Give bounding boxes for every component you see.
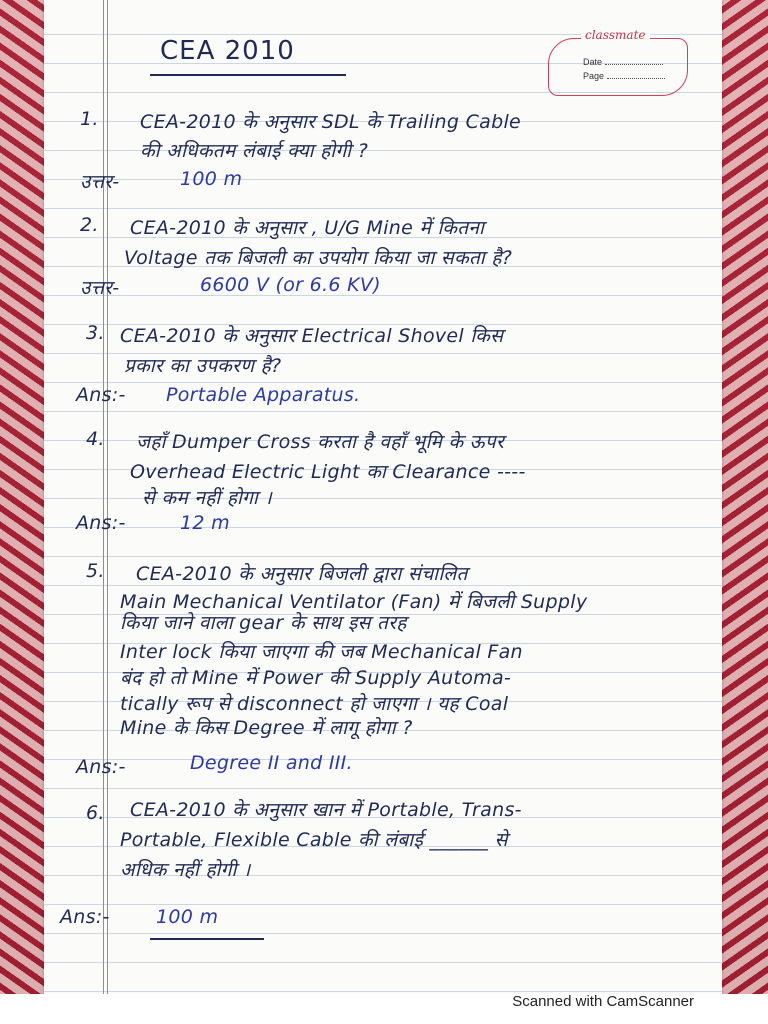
q2-answer-label: उत्तर-	[80, 277, 120, 299]
answer-underline	[150, 938, 264, 940]
q1-number: 1.	[80, 108, 99, 130]
background-cloth-left	[0, 0, 44, 1024]
q3-number: 3.	[86, 322, 105, 344]
title-underline	[150, 74, 346, 76]
margin-line	[103, 0, 108, 994]
page-label: Page	[583, 71, 605, 81]
q4-answer-label: Ans:-	[76, 512, 126, 534]
q4-number: 4.	[86, 428, 105, 450]
q1-answer: 100 m	[180, 168, 243, 190]
q5-line-4: Inter lock किया जाएगा की जब Mechanical Fan	[120, 641, 523, 663]
background-cloth-right	[722, 0, 768, 1024]
q5-line-6: tically रूप से disconnect हो जाएगा । यह Coal	[120, 693, 509, 715]
q2-answer: 6600 V (or 6.6 KV)	[200, 274, 381, 296]
page-title: CEA 2010	[160, 36, 295, 66]
q4-line-1: जहाँ Dumper Cross करता है वहाँ भूमि के ऊपर	[136, 431, 505, 453]
q5-answer-label: Ans:-	[76, 756, 126, 778]
q2-line-2: Voltage तक बिजली का उपयोग किया जा सकता है?	[124, 247, 513, 269]
scanner-watermark: Scanned with CamScanner	[512, 993, 694, 1010]
q5-line-5: बंद हो तो Mine में Power की Supply Automa-	[120, 667, 512, 689]
q2-number: 2.	[80, 214, 99, 236]
q6-answer-label: Ans:-	[60, 906, 110, 928]
q6-number: 6.	[86, 802, 105, 824]
q1-line-1: CEA-2010 के अनुसार SDL के Trailing Cable	[140, 111, 522, 133]
q1-answer-label: उत्तर-	[80, 171, 120, 193]
q2-line-1: CEA-2010 के अनुसार , U/G Mine में कितना	[130, 217, 485, 239]
q3-line-2: प्रकार का उपकरण है?	[124, 355, 282, 377]
brand-name: classmate	[581, 28, 650, 42]
q3-line-1: CEA-2010 के अनुसार Electrical Shovel किस	[120, 325, 504, 347]
date-label: Date	[583, 57, 603, 67]
q1-line-2: की अधिकतम लंबाई क्या होगी ?	[140, 140, 369, 162]
q5-line-2: Main Mechanical Ventilator (Fan) में बिजली Supply	[120, 591, 588, 613]
q5-answer: Degree II and III.	[190, 752, 353, 774]
q6-line-1: CEA-2010 के अनुसार खान में Portable, Trans-	[130, 799, 522, 821]
q4-line-2: Overhead Electric Light का Clearance ----	[130, 461, 526, 483]
q5-line-3: किया जाने वाला gear के साथ इस तरह	[120, 612, 407, 634]
q3-answer-label: Ans:-	[76, 384, 126, 406]
q5-number: 5.	[86, 560, 105, 582]
q4-answer: 12 m	[180, 512, 230, 534]
q6-answer: 100 m	[156, 906, 219, 928]
q6-line-3: अधिक नहीं होगी ।	[120, 859, 251, 881]
q6-line-2: Portable, Flexible Cable की लंबाई ______ से	[120, 829, 508, 851]
classmate-logo-box	[548, 28, 688, 96]
date-field	[583, 57, 663, 67]
q5-line-7: Mine के किस Degree में लागू होगा ?	[120, 717, 413, 739]
q4-line-3: से कम नहीं होगा ।	[142, 487, 272, 509]
page-field	[583, 71, 665, 81]
q5-line-1: CEA-2010 के अनुसार बिजली द्वारा संचालित	[136, 563, 468, 585]
q3-answer: Portable Apparatus.	[166, 384, 361, 406]
